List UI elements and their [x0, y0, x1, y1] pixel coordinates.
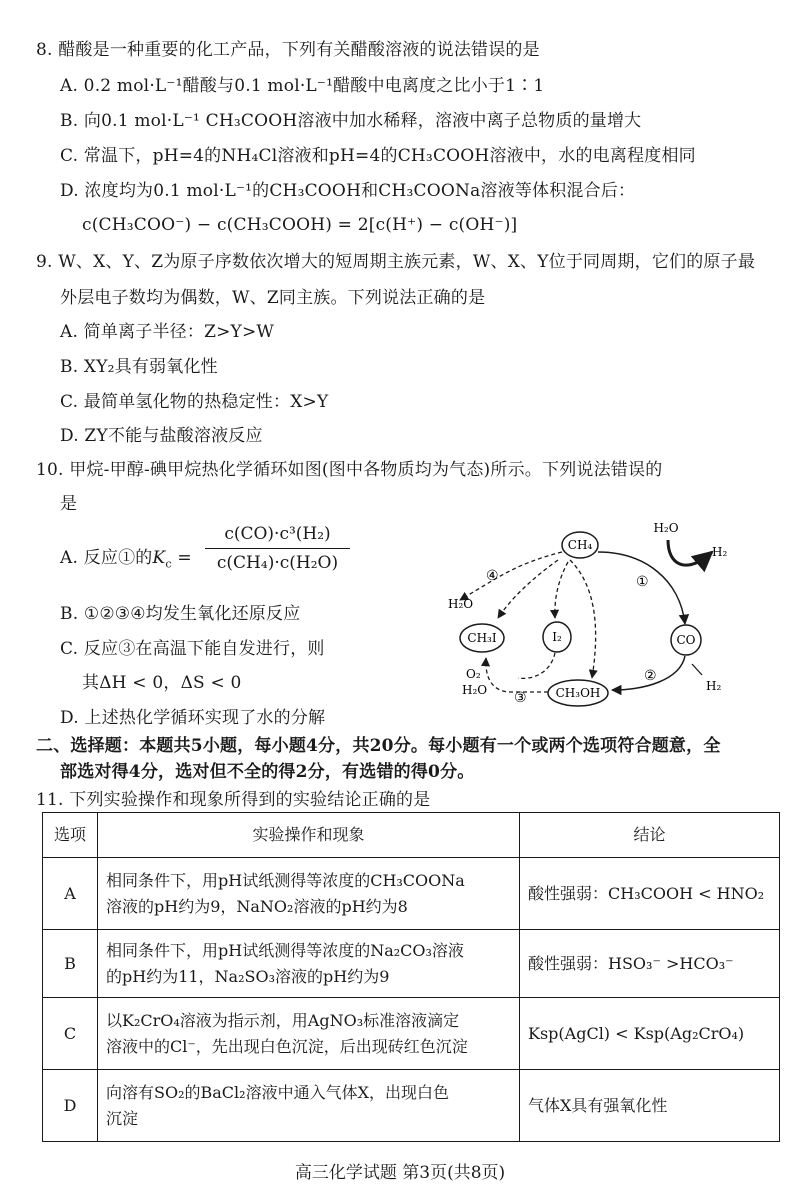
arrow-to-i2	[555, 562, 568, 618]
q10-option-c-line1: C. 反应③在高温下能自发进行，则	[60, 639, 325, 659]
section2-line2: 部选对得4分，选对但不全的得2分，有选错的得0分。	[60, 762, 475, 782]
q8-equation: c(CH₃COO⁻) − c(CH₃COOH) = 2[c(H⁺) − c(OH⁻)]	[82, 215, 518, 235]
row-b-operation	[98, 930, 520, 998]
q10-stem-line2: 是	[60, 494, 78, 514]
q9-option-d: D. ZY不能与盐酸溶液反应	[60, 426, 263, 446]
label-reaction-1: ①	[636, 574, 649, 590]
table-row	[43, 930, 780, 998]
q10-numerator: c(CO)·c³(H₂)	[205, 524, 350, 549]
q11-stem: 11. 下列实验操作和现象所得到的实验结论正确的是	[36, 790, 431, 810]
header-conclusion: 结论	[520, 813, 780, 858]
row-b-letter: B	[43, 930, 98, 998]
row-d-conclusion: 气体X具有强氧化性	[520, 1070, 780, 1142]
table-header-row	[43, 813, 780, 858]
q10-equals: =	[177, 548, 192, 568]
q10-stem-line1: 10. 甲烷-甲醇-碘甲烷热化学循环如图(图中各物质均为气态)所示。下列说法错误的	[36, 460, 663, 480]
label-h2o-left: H₂O	[448, 597, 474, 611]
q10-option-d: D. 上述热化学循环实现了水的分解	[60, 708, 326, 728]
label-reaction-4: ④	[486, 568, 499, 584]
q10-denominator: c(CH₄)·c(H₂O)	[216, 553, 339, 573]
label-reaction-2: ②	[644, 668, 657, 684]
row-a-op-line2: 溶液的pH约为9，NaNO₂溶液的pH约为8	[106, 896, 408, 916]
label-h2o-bottom: H₂O	[462, 683, 488, 697]
arrow-to-ch3oh	[570, 560, 596, 678]
row-c-op-line1: 以K₂CrO₄溶液为指示剂，用AgNO₃标准溶液滴定	[106, 1010, 460, 1030]
label-co: CO	[676, 633, 696, 647]
label-reaction-3: ③	[514, 690, 527, 706]
thermochemical-cycle-diagram	[430, 510, 750, 710]
row-b-op-line1: 相同条件下，用pH试纸测得等浓度的Na₂CO₃溶液	[106, 940, 464, 960]
q10-option-a-prefix: A. 反应①的	[60, 548, 153, 568]
label-ch3oh: CH₃OH	[555, 686, 601, 700]
q8-option-c: C. 常温下，pH=4的NH₄Cl溶液和pH=4的CH₃COOH溶液中，水的电离程度相同	[60, 146, 696, 166]
header-operation: 实验操作和现象	[98, 813, 520, 858]
label-i2: I₂	[552, 630, 562, 644]
q8-option-d: D. 浓度均为0.1 mol·L⁻¹的CH₃COOH和CH₃COONa溶液等体积混合后：	[60, 181, 636, 201]
row-d-op-line1: 向溶有SO₂的BaCl₂溶液中通入气体X，出现白色	[106, 1082, 449, 1102]
row-b-op-line2: 的pH约为11，Na₂SO₃溶液的pH约为9	[106, 966, 390, 986]
q10-option-b: B. ①②③④均发生氧化还原反应	[60, 604, 301, 624]
q9-stem-line2: 外层电子数均为偶数，W、Z同主族。下列说法正确的是	[60, 288, 486, 308]
label-ch3i: CH₃I	[467, 631, 497, 645]
arrow-i2-loop	[518, 653, 555, 678]
row-c-op-line2: 溶液中的Cl⁻，先出现白色沉淀，后出现砖红色沉淀	[106, 1036, 468, 1056]
row-d-op-line2: 沉淀	[106, 1108, 139, 1128]
h2-input-line	[692, 664, 702, 675]
q9-option-b: B. XY₂具有弱氧化性	[60, 357, 218, 377]
page-footer: 高三化学试题 第3页(共8页)	[294, 1163, 506, 1183]
arrow-ch4-to-ch3i	[498, 560, 558, 618]
label-h2-top: H₂	[712, 545, 728, 559]
q10-k-symbol: K	[152, 548, 166, 568]
q10-option-a	[60, 548, 192, 574]
label-ch4: CH₄	[567, 538, 593, 552]
section2-line1: 二、选择题：本题共5小题，每小题4分，共20分。每小题有一个或两个选项符合题意，全	[36, 736, 721, 756]
q10-k-sub: c	[165, 557, 172, 571]
q9-stem-line1: 9. W、X、Y、Z为原子序数依次增大的短周期主族元素，W、X、Y位于同周期，它们的原子最	[36, 252, 756, 272]
q10-option-c-line2: 其ΔH < 0，ΔS < 0	[82, 673, 242, 693]
q9-option-c: C. 最简单氢化物的热稳定性：X>Y	[60, 392, 329, 412]
row-a-operation	[98, 858, 520, 930]
arrow-h2o-to-h2	[668, 540, 712, 565]
q8-option-a: A. 0.2 mol·L⁻¹醋酸与0.1 mol·L⁻¹醋酸中电离度之比小于1∶1	[60, 76, 545, 96]
q8-option-b: B. 向0.1 mol·L⁻¹ CH₃COOH溶液中加水稀释，溶液中离子总物质的量增大	[60, 111, 642, 131]
q10-fraction	[205, 524, 350, 573]
row-c-letter: C	[43, 998, 98, 1070]
q8-stem: 8. 醋酸是一种重要的化工产品，下列有关醋酸溶液的说法错误的是	[36, 40, 540, 60]
label-h2-right: H₂	[706, 679, 722, 693]
label-o2: O₂	[466, 667, 481, 681]
row-b-conclusion: 酸性强弱：HSO₃⁻ >HCO₃⁻	[520, 930, 780, 998]
q11-table	[42, 812, 780, 1142]
table-row	[43, 1070, 780, 1142]
row-d-operation	[98, 1070, 520, 1142]
q9-option-a: A. 简单离子半径：Z>Y>W	[60, 322, 275, 342]
label-h2o-top: H₂O	[653, 521, 679, 535]
row-a-conclusion: 酸性强弱：CH₃COOH < HNO₂	[520, 858, 780, 930]
row-a-op-line1: 相同条件下，用pH试纸测得等浓度的CH₃COONa	[106, 870, 465, 890]
arrow-ch4-to-h2o	[460, 552, 562, 600]
header-option: 选项	[43, 813, 98, 858]
row-c-operation	[98, 998, 520, 1070]
row-d-letter: D	[43, 1070, 98, 1142]
table-row	[43, 858, 780, 930]
row-a-letter: A	[43, 858, 98, 930]
row-c-conclusion: Ksp(AgCl) < Ksp(Ag₂CrO₄)	[520, 998, 780, 1070]
table-row	[43, 998, 780, 1070]
